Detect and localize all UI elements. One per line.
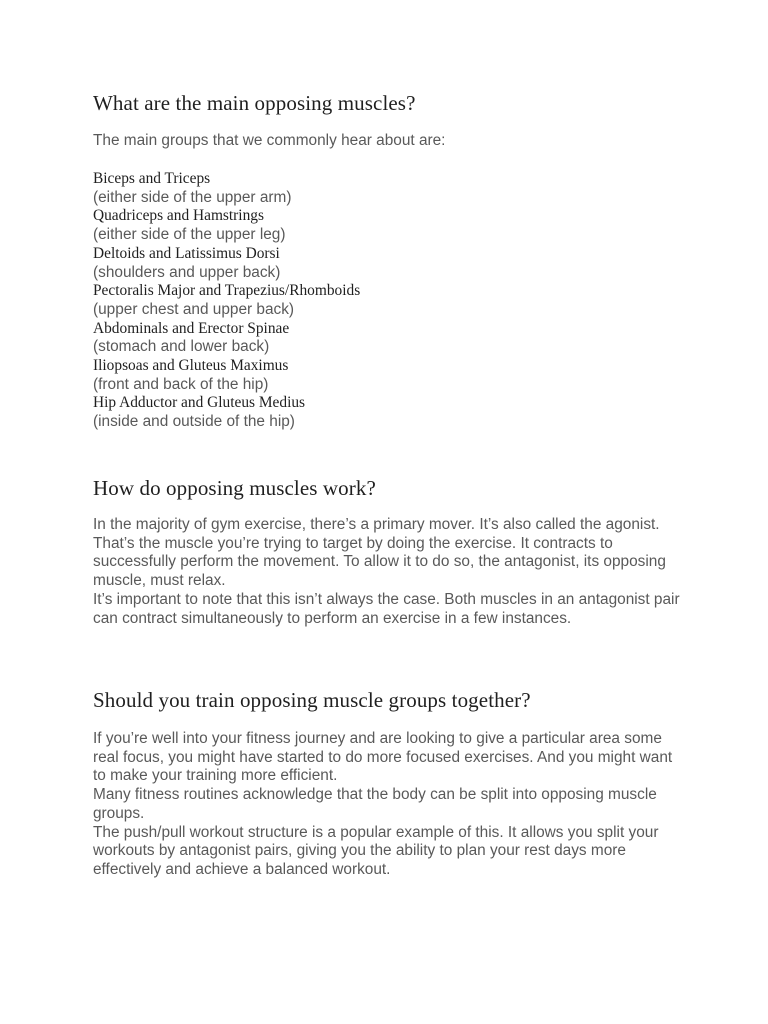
muscle-pair-name: Hip Adductor and Gluteus Medius [93,394,306,412]
body-paragraph: If you’re well into your fitness journey and are looking to give a particular area some real focus, you might have started to do more focused exercises. And you might want to make your training more efficient. [93,730,673,785]
section-heading-how-muscles-work: How do opposing muscles work? [93,476,376,500]
section-heading-train-together: Should you train opposing muscle groups together? [93,688,531,712]
muscle-pair-desc: (inside and outside of the hip) [93,413,295,431]
muscle-pair-name: Deltoids and Latissimus Dorsi [93,244,280,262]
muscle-pair-desc: (shoulders and upper back) [93,263,281,281]
body-paragraph: It’s important to note that this isn’t always the case. Both muscles in an antagonist pair can contract simultaneously to perform an exercise in a few instances. [93,590,680,627]
muscle-pair-desc: (upper chest and upper back) [93,300,295,318]
muscle-pair-name: Pectoralis Major and Trapezius/Rhomboids [93,282,361,300]
muscle-pair-name: Abdominals and Erector Spinae [93,319,290,337]
intro-text: The main groups that we commonly hear about are: [93,132,446,149]
section-heading-main-opposing-muscles: What are the main opposing muscles? [93,91,416,115]
body-paragraph: The push/pull workout structure is a popular example of this. It allows you split your workouts by antagonist pairs, giving you the ability to plan your rest days more effectively and achieve a balanced workout. [93,823,659,878]
body-paragraph: Many fitness routines acknowledge that the body can be split into opposing muscle groups. [93,786,657,822]
muscle-pair-desc: (stomach and lower back) [93,338,270,356]
muscle-pair-name: Biceps and Triceps [93,170,211,187]
muscle-pair-name: Iliopsoas and Gluteus Maximus [93,357,289,375]
muscle-pair-name: Quadriceps and Hamstrings [93,207,264,225]
section-body-train-together [93,730,683,880]
section-body-how-muscles-work [93,516,683,628]
body-paragraph: In the majority of gym exercise, there’s a primary mover. It’s also called the agonist. That’s the muscle you’re trying to target by doing the exercise. It contracts to successfully perform the movement. To allow it to do so, the antagonist, its opposing muscle, must relax. [93,516,666,590]
muscle-pair-desc: (front and back of the hip) [93,375,269,393]
muscle-pair-list [93,170,683,432]
muscle-pair-desc: (either side of the upper arm) [93,188,292,206]
muscle-pair-desc: (either side of the upper leg) [93,226,286,244]
